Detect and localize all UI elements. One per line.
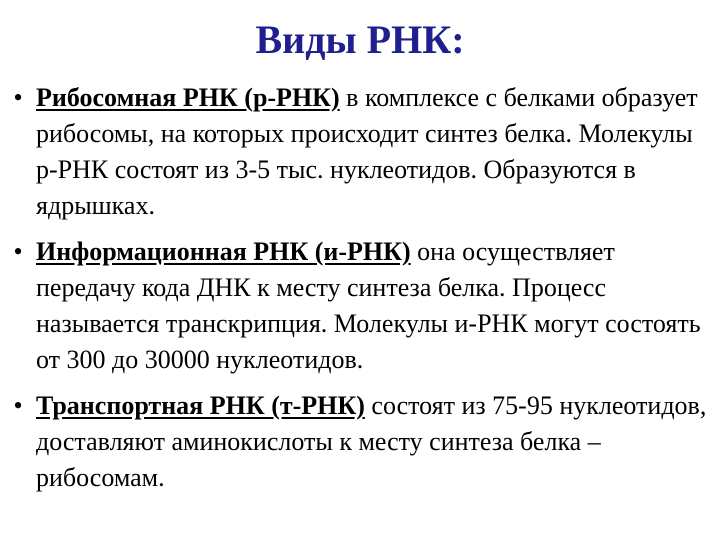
bullet-list — [8, 80, 708, 496]
term-transfer-rna: Транспортная РНК (т-РНК) — [36, 391, 365, 420]
term-messenger-rna: Информационная РНК (и-РНК) — [36, 237, 411, 266]
slide-title: Виды РНК: — [255, 17, 465, 62]
description-messenger-rna: она осуществляет передачу кода ДНК к месту синтеза белка. Процесс называется транскрипция. Молекулы и-РНК могут состоять от 300 до 30000 нуклеотидов. — [36, 237, 701, 374]
bullet-transfer-rna — [8, 388, 708, 496]
bullet-dot-icon: • — [13, 237, 23, 266]
description-transfer-rna: состоят из 75-95 нуклеотидов, доставляют аминокислоты к месту синтеза белка – рибосомам. — [36, 391, 707, 492]
bullet-dot-icon: • — [13, 391, 23, 420]
term-ribosomal-rna: Рибосомная РНК (р-РНК) — [36, 83, 340, 112]
bullet-messenger-rna — [8, 234, 708, 378]
description-ribosomal-rna: в комплексе с белками образует рибосомы, на которых происходит синтез белка. Молекулы р-РНК состоят из 3-5 тыс. нуклеотидов. Образуются в ядрышках. — [36, 83, 698, 220]
bullet-ribosomal-rna — [8, 80, 708, 224]
bullet-dot-icon: • — [13, 83, 23, 112]
